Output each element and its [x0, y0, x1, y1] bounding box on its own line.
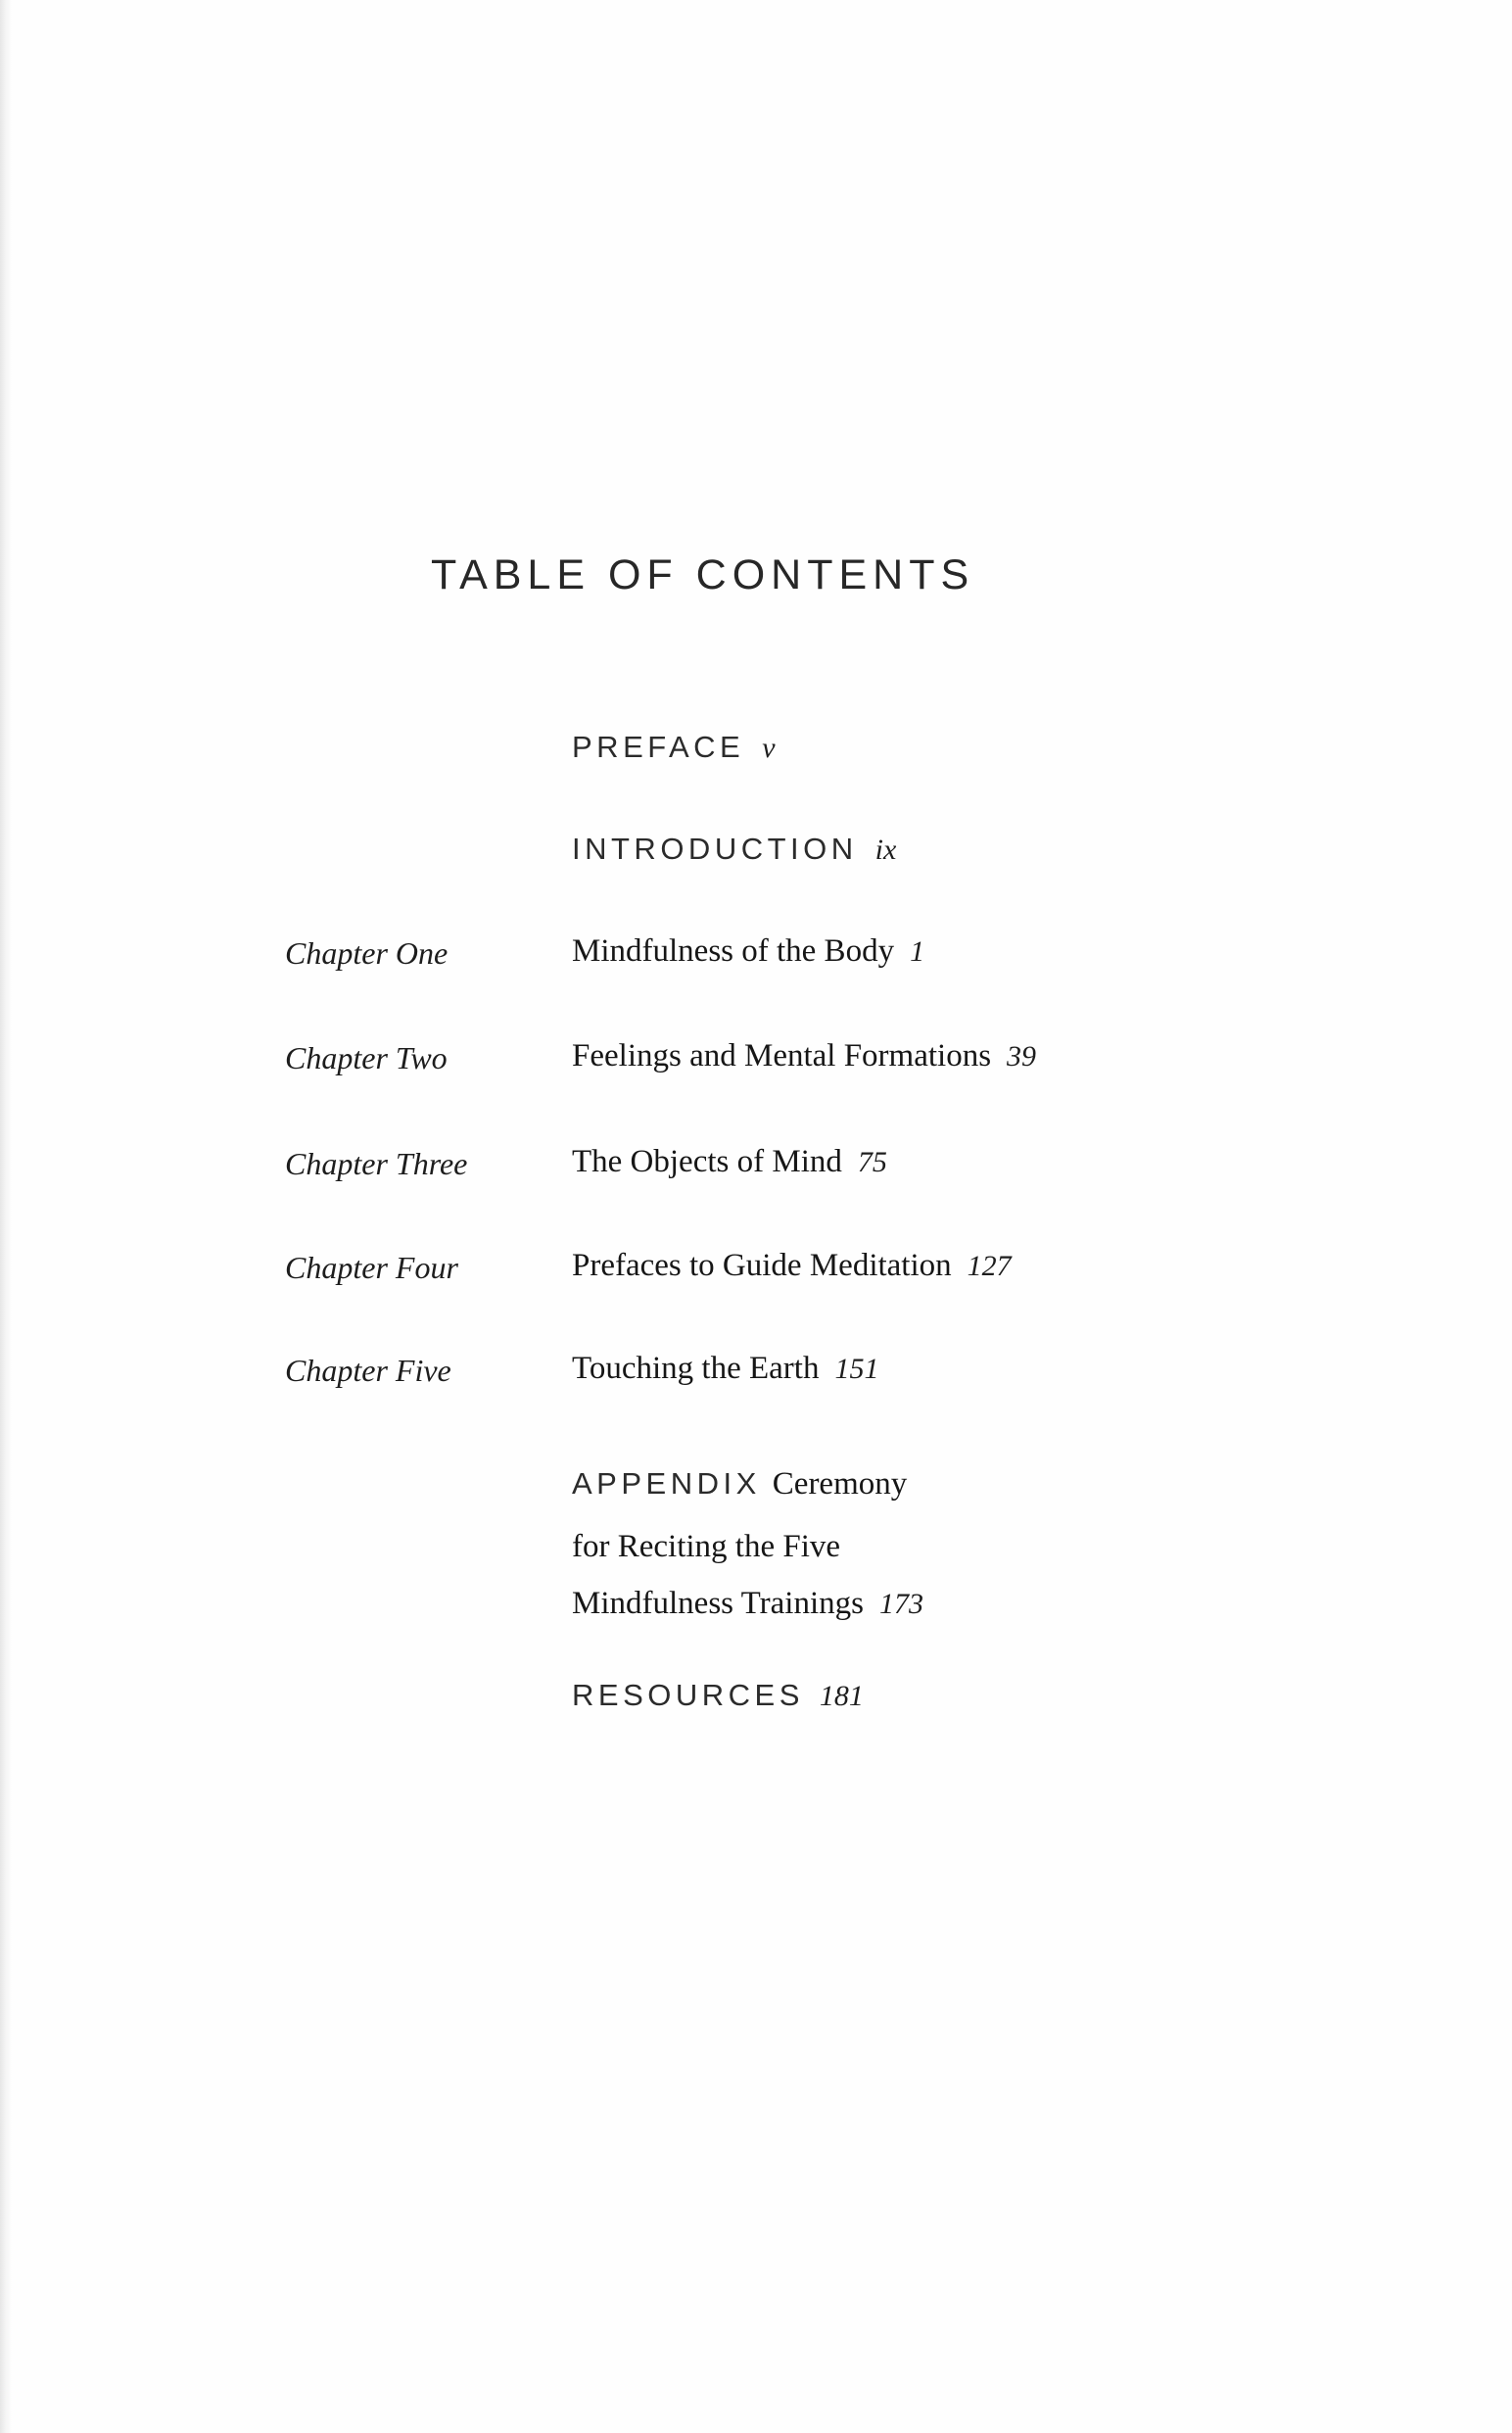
- entry-label: INTRODUCTION: [572, 832, 858, 866]
- chapter-title: Touching the Earth: [572, 1351, 820, 1386]
- chapter-entry: [572, 1248, 1012, 1284]
- appendix-title: Mindfulness Trainings: [572, 1586, 864, 1621]
- chapter-page-number: 151: [834, 1353, 879, 1385]
- page-title: TABLE OF CONTENTS: [431, 551, 975, 598]
- chapter-label: Chapter Four: [285, 1250, 458, 1285]
- chapter-title: The Objects of Mind: [572, 1144, 842, 1179]
- appendix-line-3: [572, 1575, 923, 1638]
- appendix-page-number: 173: [878, 1588, 923, 1620]
- chapter-entry: [572, 933, 924, 970]
- chapter-entry: [572, 1351, 878, 1387]
- entry-page-number: 181: [819, 1680, 864, 1712]
- toc-entry-appendix: [572, 1455, 923, 1638]
- appendix-line-2: for Reciting the Five: [572, 1529, 841, 1564]
- toc-entry-introduction: [572, 832, 1512, 867]
- appendix-line-1: [572, 1455, 923, 1518]
- chapter-entry: [572, 1038, 1036, 1074]
- chapter-title: Feelings and Mental Formations: [572, 1038, 992, 1073]
- entry-page-number: v: [762, 732, 776, 764]
- chapter-title: Prefaces to Guide Meditation: [572, 1248, 952, 1283]
- appendix-title: Ceremony: [772, 1466, 908, 1502]
- toc-entry-preface: [572, 730, 1512, 765]
- chapter-label: Chapter One: [285, 935, 449, 971]
- entry-label: PREFACE: [572, 730, 745, 764]
- entry-label: APPENDIX: [572, 1466, 761, 1501]
- toc-entry-resources: [572, 1678, 1512, 1713]
- chapter-label: Chapter Two: [285, 1040, 448, 1075]
- chapter-page-number: 75: [857, 1146, 887, 1178]
- chapter-title: Mindfulness of the Body: [572, 933, 895, 969]
- chapter-page-number: 1: [910, 935, 925, 968]
- chapter-entry: [572, 1144, 887, 1180]
- chapter-label: Chapter Five: [285, 1353, 451, 1388]
- chapter-label: Chapter Three: [285, 1146, 468, 1181]
- entry-page-number: ix: [874, 834, 897, 866]
- chapter-page-number: 127: [967, 1250, 1012, 1282]
- scan-edge-shadow: [0, 0, 12, 2433]
- chapter-page-number: 39: [1007, 1040, 1037, 1073]
- entry-label: RESOURCES: [572, 1678, 804, 1712]
